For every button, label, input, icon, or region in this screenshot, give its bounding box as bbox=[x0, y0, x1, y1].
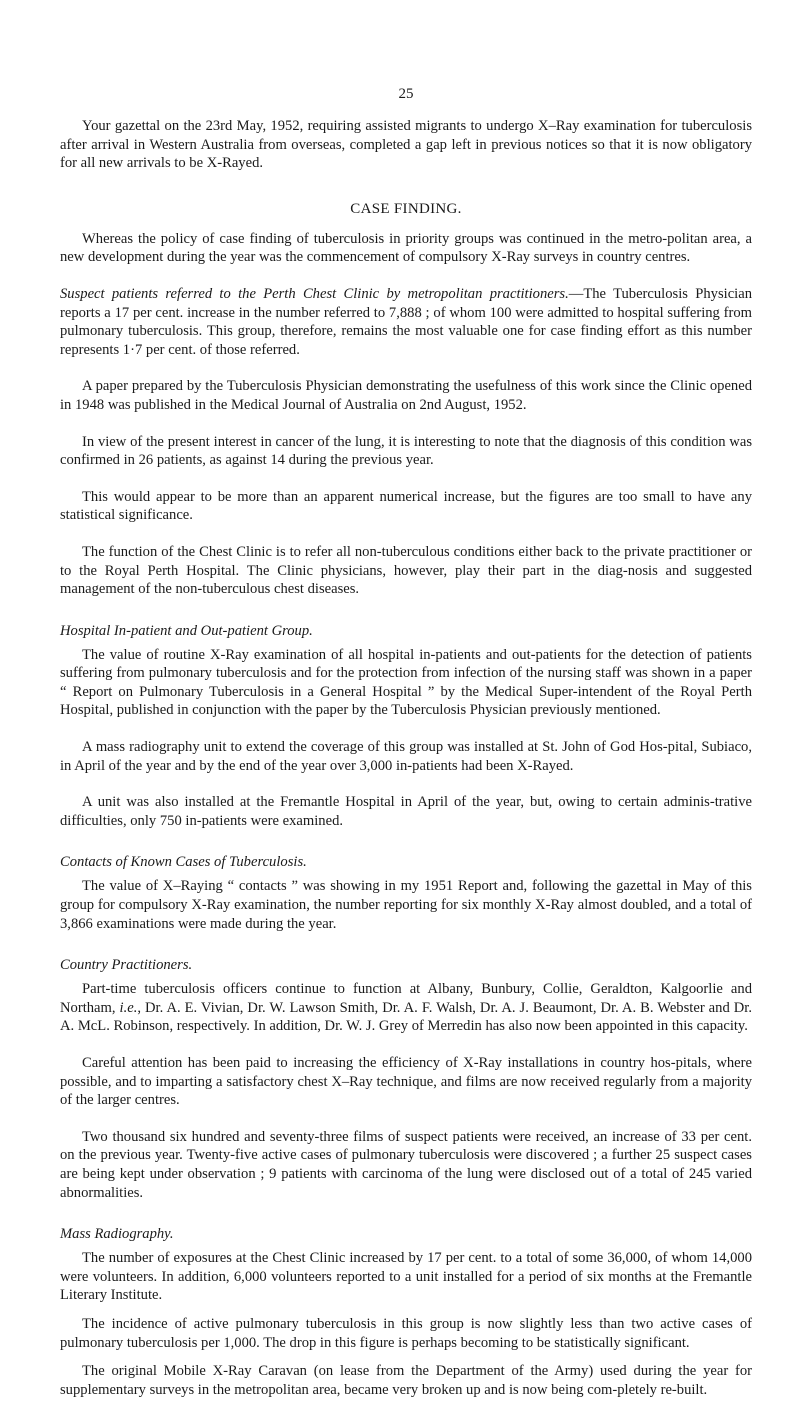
subheading-contacts: Contacts of Known Cases of Tuberculosis. bbox=[60, 854, 307, 871]
suspect-patients-paragraph bbox=[60, 285, 752, 359]
country-paragraph-3: Two thousand six hundred and seventy-three films of suspect patients were received, an increase of 33 per cent. on the previous year. Twenty-five active cases of pulmonary tuberculosis were discovered ; a further 25 suspect cases are being kept under observation ; 9 patients with carcinoma of the lung were disclosed out of a total of 245 varied abnormalities. bbox=[60, 1128, 752, 1201]
mass-paragraph-2: The incidence of active pulmonary tuberculosis in this group is now slightly less than two active cases of pulmonary tuberculosis per 1,000. The drop in this figure is perhaps becoming to be statistically significant. bbox=[60, 1315, 752, 1351]
mass-paragraph-1: The number of exposures at the Chest Clinic increased by 17 per cent. to a total of some 36,000, of whom 14,000 were volunteers. In addition, 6,000 volunteers reported to a unit installed for a period of six months at the Fremantle Literary Institute. bbox=[60, 1250, 752, 1304]
case-finding-paragraph-3: A paper prepared by the Tuberculosis Physician demonstrating the usefulness of this work since the Clinic opened in 1948 was published in the Medical Journal of Australia on 2nd August, 1952. bbox=[60, 378, 752, 413]
subheading-hospital-group: Hospital In-patient and Out-patient Group. bbox=[60, 622, 313, 639]
hospital-paragraph-2: A mass radiography unit to extend the coverage of this group was installed at St. John of God Hos-pital, Subiaco, in April of the year and by the end of the year over 3,000 in-patients had been X-Rayed. bbox=[60, 739, 752, 774]
suspect-patients-text: —The Tuberculosis Physician reports a 17 per cent. increase in the number referred to 7,888 ; of whom 100 were admitted to hospital suffering from pulmonary tuberculosis. This group, therefore, remains the most valuable one for case finding effort as this number represents 1·7 per cent. of those referred. bbox=[60, 285, 752, 358]
intro-paragraph: Your gazettal on the 23rd May, 1952, requiring assisted migrants to undergo X–Ray examination for tuberculosis after arrival in Western Australia from overseas, completed a gap left in previous notices so that it is now obligatory for all new arrivals to be X-Rayed. bbox=[60, 118, 752, 172]
hospital-paragraph-1: The value of routine X-Ray examination of all hospital in-patients and out-patients for the detection of patients suffering from pulmonary tuberculosis and for the protection from infection of the nursing staff was shown in a paper “ Report on Pulmonary Tuberculosis in a General Hospital ” by the Medical Super-intendent of the Royal Perth Hospital, published in conjunction with the paper by the Tuberculosis Physician previously mentioned. bbox=[60, 646, 752, 719]
country-paragraph-1-part-a: Part-time tuberculosis officers continue to function at Albany, Bunbury, Collie, Geraldton, Kalgoorlie and Northam, bbox=[60, 981, 752, 1016]
section-heading-case-finding: CASE FINDING. bbox=[350, 200, 462, 217]
suspect-patients-lead: Suspect patients referred to the Perth Chest Clinic by metropolitan practitioners. bbox=[60, 285, 569, 302]
document-page bbox=[60, 86, 752, 1409]
subheading-country-practitioners: Country Practitioners. bbox=[60, 957, 193, 974]
contacts-paragraph-1: The value of X–Raying “ contacts ” was showing in my 1951 Report and, following the gazettal in May of this group for compulsory X-Ray examination, the number reporting for six monthly X-Ray almost doubled, and a total of 3,866 examinations were made during the year. bbox=[60, 878, 752, 932]
country-paragraph-1 bbox=[60, 980, 752, 1036]
country-paragraph-1-part-b: , Dr. A. E. Vivian, Dr. W. Lawson Smith, Dr. A. F. Walsh, Dr. A. J. Beaumont, Dr. A. B. Webster and Dr. A. McL. Robinson, respectively. In addition, Dr. W. J. Grey of Merredin has also now been appointed in this capacity. bbox=[60, 999, 752, 1035]
case-finding-paragraph-1: Whereas the policy of case finding of tuberculosis in priority groups was continued in the metro-politan area, a new development during the year was the commencement of compulsory X-Ray surveys in country centres. bbox=[60, 230, 752, 266]
country-paragraph-1-ie: i.e. bbox=[119, 999, 138, 1016]
case-finding-paragraph-6: The function of the Chest Clinic is to refer all non-tuberculous conditions either back to the private practitioner or to the Royal Perth Hospital. The Clinic physicians, however, play their part in the diag-nosis and suggested management of the non-tuberculous chest diseases. bbox=[60, 543, 752, 598]
page-number: 25 bbox=[398, 86, 414, 102]
country-paragraph-2: Careful attention has been paid to increasing the efficiency of X-Ray installations in country hos-pitals, where possible, and to imparting a satisfactory chest X–Ray technique, and films are now received regularly from a majority of the larger centres. bbox=[60, 1055, 752, 1109]
case-finding-paragraph-5: This would appear to be more than an apparent numerical increase, but the figures are too small to have any statistical significance. bbox=[60, 488, 752, 524]
hospital-paragraph-3: A unit was also installed at the Fremantle Hospital in April of the year, but, owing to certain adminis-trative difficulties, only 750 in-patients were examined. bbox=[60, 794, 752, 829]
case-finding-paragraph-4: In view of the present interest in cancer of the lung, it is interesting to note that the diagnosis of this condition was confirmed in 26 patients, as against 14 during the previous year. bbox=[60, 433, 752, 469]
subheading-mass-radiography: Mass Radiography. bbox=[60, 1226, 174, 1243]
mass-paragraph-3: The original Mobile X-Ray Caravan (on lease from the Department of the Army) used during the year for supplementary surveys in the metropolitan area, became very broken up and is now being com-pletely re-built. bbox=[60, 1363, 752, 1398]
